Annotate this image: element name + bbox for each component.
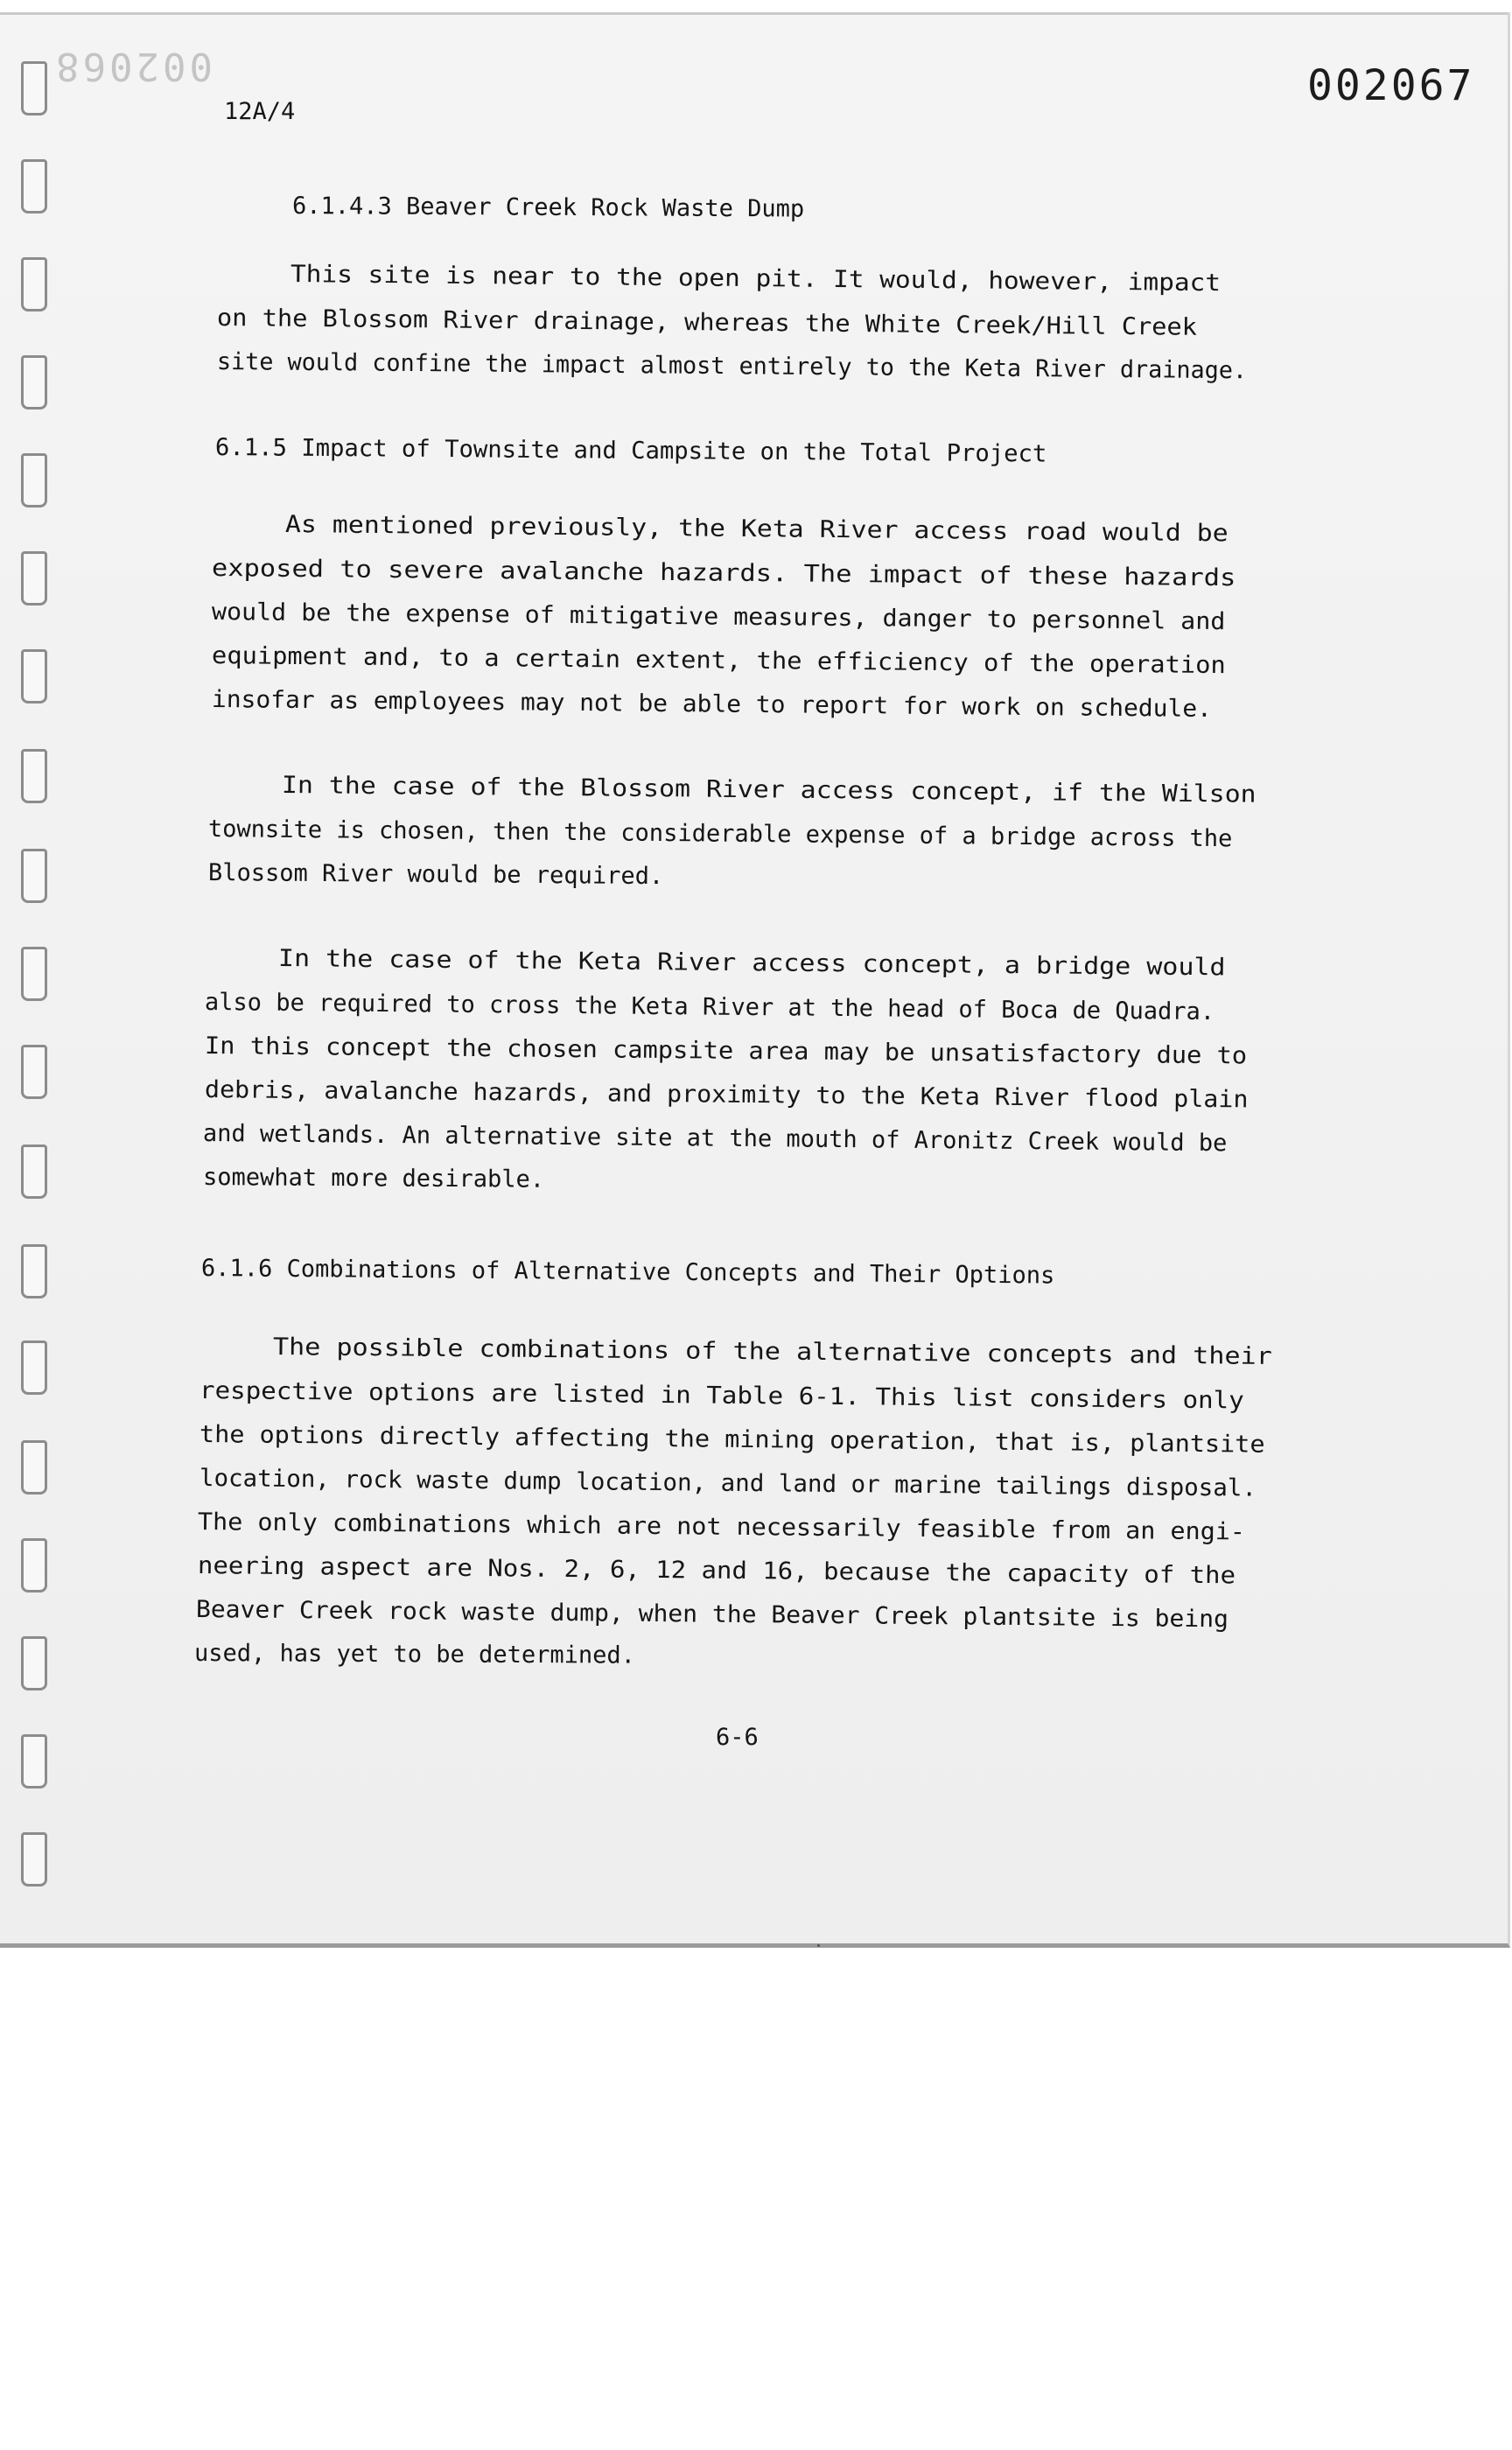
binder-hole-icon	[21, 551, 47, 606]
body-line: As mentioned previously, the Keta River access road would be	[284, 511, 1228, 548]
body-line: townsite is chosen, then the considerable expense of a bridge across the	[207, 816, 1233, 853]
body-line: the options directly affecting the mining operation, that is, plantsite	[199, 1421, 1265, 1459]
section-heading: 6.1.6 Combinations of Alternative Concepts and Their Options	[200, 1255, 1055, 1290]
binder-hole-icon	[21, 1734, 47, 1788]
binder-hole-icon	[21, 1538, 47, 1592]
binder-hole-icon	[21, 1244, 47, 1298]
body-line: would be the expense of mitigative measures, danger to personnel and	[211, 598, 1226, 636]
body-line: equipment and, to a certain extent, the efficiency of the operation	[211, 642, 1226, 680]
body-line: debris, avalanche hazards, and proximity to the Keta River flood plain	[204, 1076, 1249, 1114]
body-line: on the Blossom River drainage, whereas the White Creek/Hill Creek	[216, 304, 1198, 341]
scan-speck	[817, 1944, 820, 1947]
body-line: In the case of the Keta River access concept, a bridge would	[277, 945, 1226, 982]
binder-hole-icon	[21, 947, 47, 1001]
body-line: Beaver Creek rock waste dump, when the Beaver Creek plantsite is being	[195, 1596, 1229, 1634]
body-line: insofar as employees may not be able to report for work on schedule.	[211, 686, 1213, 723]
binder-hole-icon	[21, 1045, 47, 1099]
binder-hole-icon	[21, 1440, 47, 1494]
binder-hole-icon	[21, 453, 47, 508]
body-line: site would confine the impact almost entirely to the Keta River drainage.	[216, 348, 1248, 385]
body-line: exposed to severe avalanche hazards. The impact of these hazards	[211, 555, 1236, 592]
binder-hole-icon	[21, 1144, 47, 1199]
body-line: and wetlands. An alternative site at the mouth of Aronitz Creek would be	[202, 1120, 1228, 1158]
binder-hole-icon	[21, 355, 47, 410]
body-line: Blossom River would be required.	[207, 859, 664, 891]
body-line: neering aspect are Nos. 2, 6, 12 and 16, because the capacity of the	[197, 1552, 1236, 1590]
binder-hole-icon	[21, 849, 47, 903]
bates-stamp-ghost: 002068	[52, 44, 213, 88]
bates-stamp: 002067	[1307, 61, 1475, 110]
body-line: The only combinations which are not necessarily feasible from an engi-	[197, 1508, 1246, 1546]
binder-hole-icon	[21, 1832, 47, 1886]
body-line: The possible combinations of the alternative concepts and their	[272, 1334, 1272, 1370]
section-heading: 6.1.4.3 Beaver Creek Rock Waste Dump	[291, 192, 805, 223]
binder-hole-icon	[21, 649, 47, 704]
binder-hole-icon	[21, 159, 47, 214]
binder-hole-icon	[21, 1636, 47, 1690]
scanned-page	[0, 12, 1510, 1948]
page-number: 6-6	[716, 1724, 759, 1751]
binder-hole-icon	[21, 1340, 47, 1395]
body-line: location, rock waste dump location, and land or marine tailings disposal.	[199, 1465, 1257, 1502]
body-line: This site is near to the open pit. It would, however, impact	[290, 261, 1222, 298]
binder-hole-icon	[21, 257, 47, 312]
section-heading: 6.1.5 Impact of Townsite and Campsite on the Total Project	[214, 434, 1047, 468]
body-line: somewhat more desirable.	[202, 1164, 545, 1194]
body-line: In this concept the chosen campsite area may be unsatisfactory due to	[204, 1032, 1248, 1070]
body-line: respective options are listed in Table 6-1. This list considers only	[199, 1377, 1244, 1415]
binder-hole-icon	[21, 61, 47, 116]
body-line: In the case of the Blossom River access concept, if the Wilson	[281, 772, 1256, 808]
doc-reference: 12A/4	[224, 98, 296, 125]
body-line: also be required to cross the Keta River at the head of Boca de Quadra.	[204, 989, 1215, 1026]
binder-hole-icon	[21, 749, 47, 803]
body-line: used, has yet to be determined.	[193, 1640, 635, 1670]
